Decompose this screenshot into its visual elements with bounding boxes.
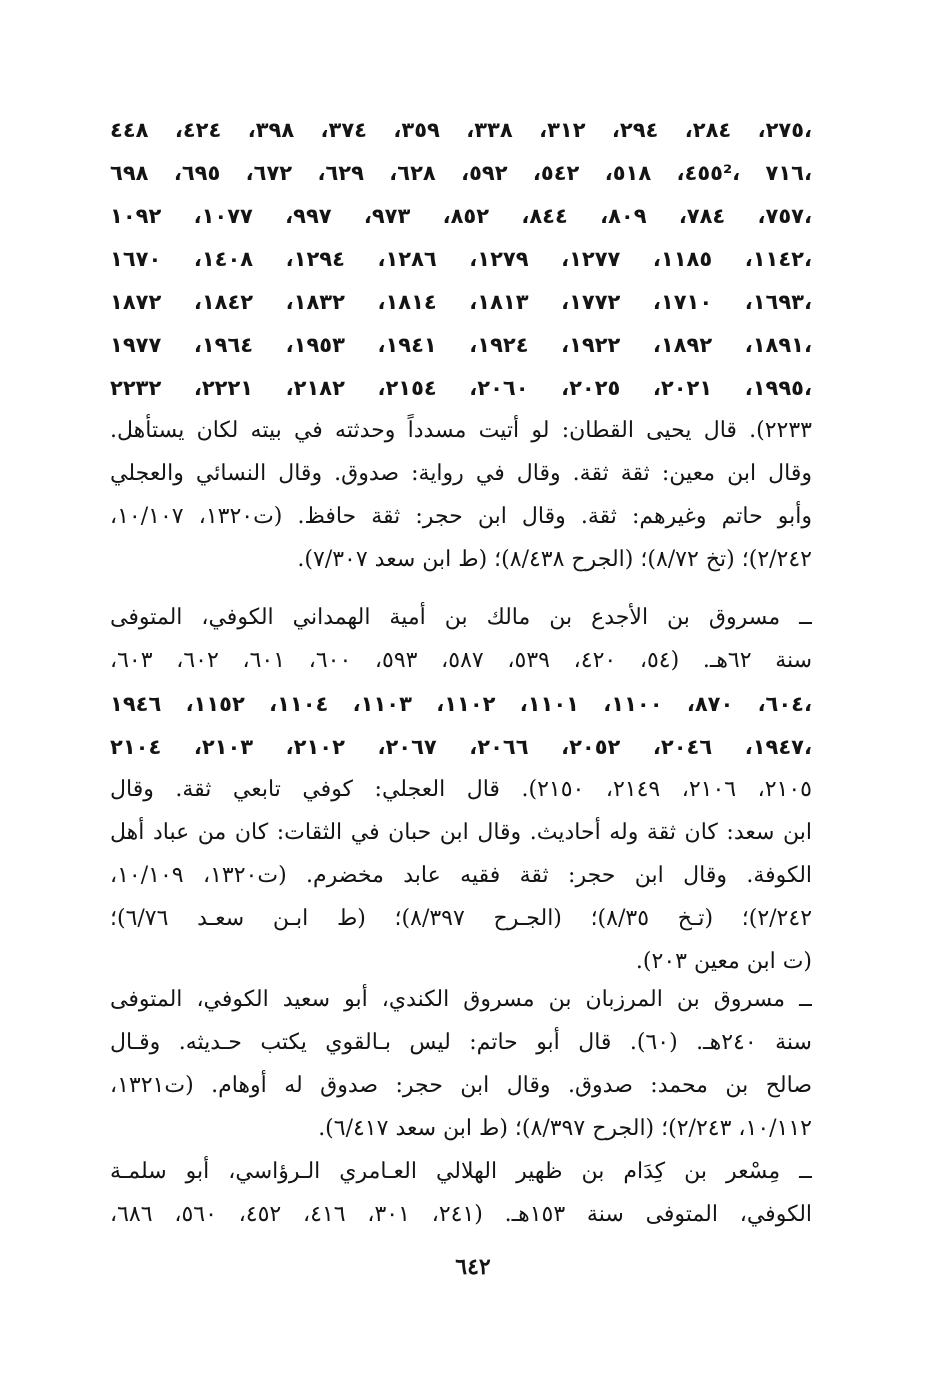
- text-line: ٢٢٣٣). قال يحيى القطان: لو أتيت مسدداً وحدثته في بيته لكان يستأهل.: [110, 418, 812, 443]
- text-line: وقال ابن معين: ثقة ثقة. وقال في رواية: صدوق. وقال النسائي والعجلي: [110, 461, 812, 486]
- page-number: ٦٤٢: [455, 1254, 491, 1280]
- entry-heading-line: ــ مسروق بن المرزبان بن مسروق الكندي، أبو سعيد الكوفي، المتوفى: [110, 987, 812, 1012]
- text-line: ٤٥٥، ٥١٨، ٥٤٢، ٥٩٢، ٦٢٨، ٦٢٩، ٦٧٢، ٦٩٥، ٦٩٨²، ٧١٦،: [110, 161, 812, 185]
- text-line: (ت ابن معين ٢٠٣).: [635, 949, 812, 974]
- text-line: سنة ٦٢هـ. (٥٤، ٤٢٠، ٥٣٩، ٥٨٧، ٥٩٣، ٦٠٠، ٦٠١، ٦٠٢، ٦٠٣،: [110, 648, 812, 673]
- text-line: ١٩٩٥، ٢٠٢١، ٢٠٢٥، ٢٠٦٠، ٢١٥٤، ٢١٨٢، ٢٢٢١، ٢٢٣٢،: [110, 376, 812, 400]
- text-line: الكوفة. وقال ابن حجر: ثقة فقيه عابد مخضرم. (ت١٣٢٠، ١٠/١٠٩،: [110, 863, 812, 888]
- text-line: سنة ٢٤٠هـ. (٦٠). قال أبو حاتم: ليس بـالقوي يكتب حـديثه. وقـال: [110, 1030, 812, 1055]
- text-line: ٢/٢٤٢)؛ (تخ ٨/٧٢)؛ (الجرح ٨/٤٣٨)؛ (ط ابن سعد ٧/٣٠٧).: [297, 547, 812, 572]
- text-line: ١٠/١١٢، ٢/٢٤٣)؛ (الجرح ٨/٣٩٧)؛ (ط ابن سعد ٦/٤١٧).: [318, 1116, 812, 1141]
- text-line: ٢١٠٥، ٢١٠٦، ٢١٤٩، ٢١٥٠). قال العجلي: كوفي تابعي ثقة. وقال: [110, 777, 812, 802]
- text-line: الكوفي، المتوفى سنة ١٥٣هـ. (٢٤١، ٣٠١، ٤١٦، ٤٥٢، ٥٦٠، ٦٨٦،: [110, 1202, 812, 1227]
- entry-heading-line: ــ مِسْعر بن كِدَام بن ظهير الهلالي العـامري الـرؤاسي، أبو سلمـة: [110, 1159, 812, 1184]
- text-line: ٢٧٥، ٢٨٤، ٢٩٤، ٣١٢، ٣٣٨، ٣٥٩، ٣٧٤، ٣٩٨، ٤٢٤، ٤٤٨،: [110, 118, 812, 142]
- text-line: ١٩٤٧، ٢٠٤٦، ٢٠٥٢، ٢٠٦٦، ٢٠٦٧، ٢١٠٢، ٢١٠٣، ٢١٠٤،: [110, 735, 812, 759]
- text-line: ابن سعد: كان ثقة وله أحاديث. وقال ابن حبان في الثقات: كان من عباد أهل: [110, 820, 812, 845]
- text-line: ١٨٩١، ١٨٩٢، ١٩٢٢، ١٩٢٤، ١٩٤١، ١٩٥٣، ١٩٦٤، ١٩٧٧،: [110, 333, 812, 357]
- text-line: ٦٠٤، ٨٧٠، ١١٠٠، ١١٠١، ١١٠٢، ١١٠٣، ١١٠٤، ١١٥٢، ١٩٤٦،: [110, 692, 812, 716]
- text-line: ٧٥٧، ٧٨٤، ٨٠٩، ٨٤٤، ٨٥٢، ٩٧٣، ٩٩٧، ١٠٧٧، ١٠٩٢،: [110, 204, 812, 228]
- text-line: ١١٤٢، ١١٨٥، ١٢٧٧، ١٢٧٩، ١٢٨٦، ١٢٩٤، ١٤٠٨، ١٦٧٠،: [110, 247, 812, 271]
- text-line: ١٦٩٣، ١٧١٠، ١٧٧٢، ١٨١٣، ١٨١٤، ١٨٣٢، ١٨٤٢، ١٨٧٢،: [110, 290, 812, 314]
- text-line: وأبو حاتم وغيرهم: ثقة. وقال ابن حجر: ثقة حافظ. (ت١٣٢٠، ١٠/١٠٧،: [110, 504, 812, 529]
- text-line: صالح بن محمد: صدوق. وقال ابن حجر: صدوق له أوهام. (ت١٣٢١،: [110, 1073, 812, 1098]
- text-line: ٢/٢٤٢)؛ (تـخ ٨/٣٥)؛ (الجـرح ٨/٣٩٧)؛ (ط ابـن سعـد ٦/٧٦)؛: [110, 906, 812, 931]
- entry-heading-line: ــ مسروق بن الأجدع بن مالك بن أمية الهمداني الكوفي، المتوفى: [110, 605, 812, 630]
